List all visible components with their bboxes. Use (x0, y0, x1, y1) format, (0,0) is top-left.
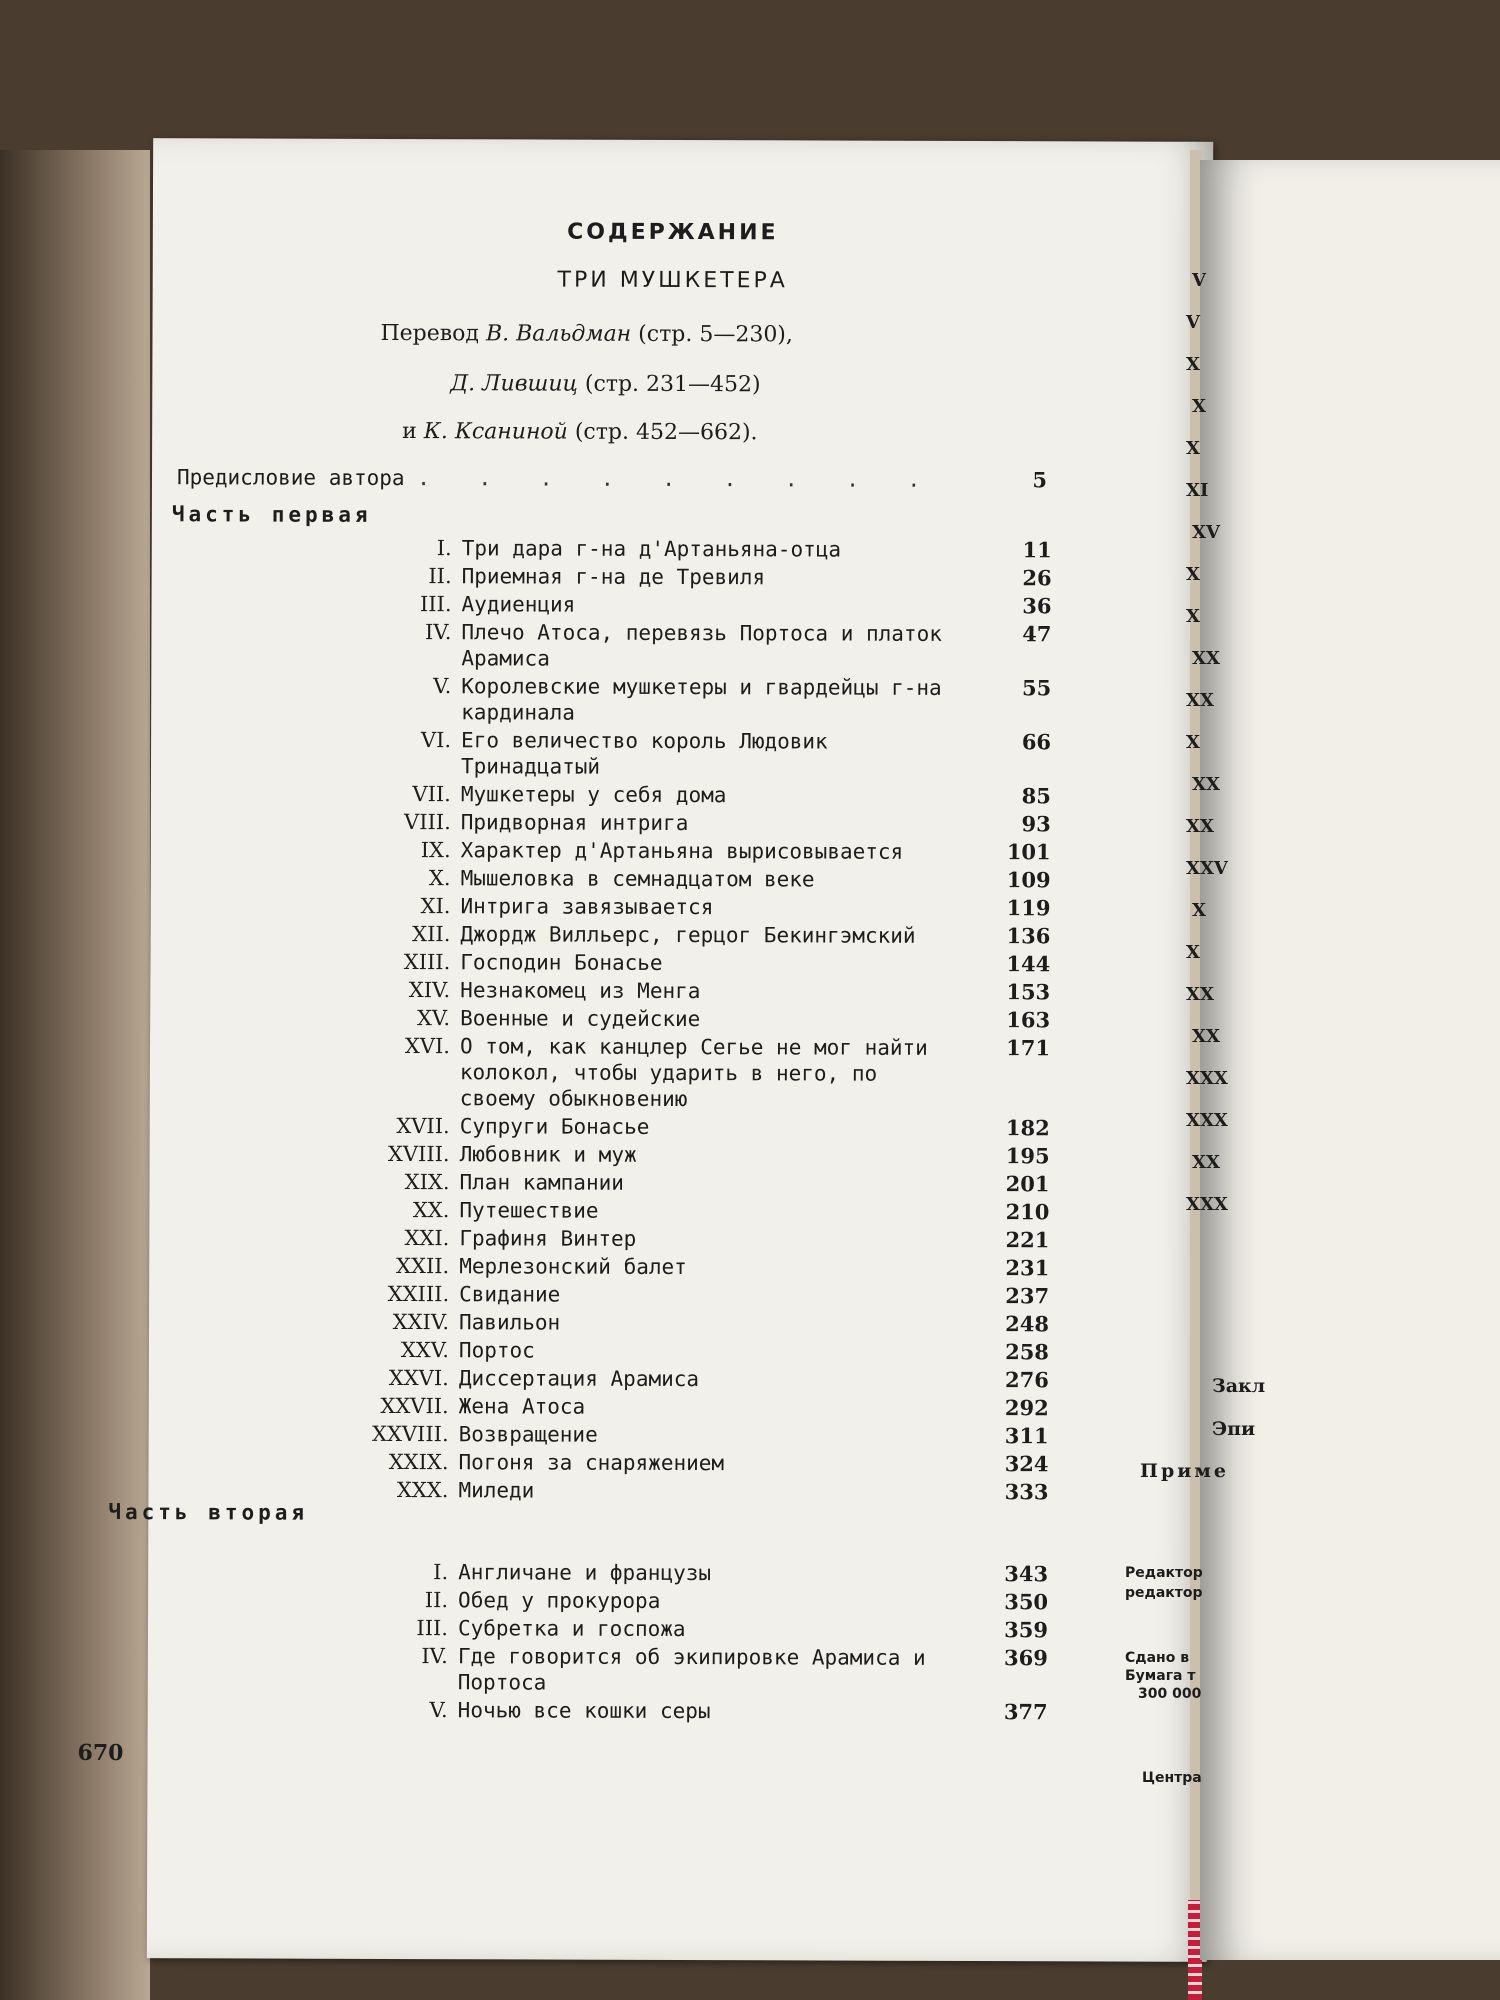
chapter-number: XII. (412, 922, 451, 947)
toc-row (151, 618, 1051, 673)
chapter-page: 171 (1006, 1035, 1051, 1061)
part-2-toc (148, 1558, 1049, 1727)
chapter-page: 136 (1006, 923, 1051, 949)
chapter-page: 85 (1021, 783, 1051, 809)
right-roman-fragment: XV (1192, 522, 1220, 543)
chapter-title: Возвращение (458, 1422, 598, 1447)
chapter-title: Графиня Винтер (459, 1226, 637, 1251)
chapter-page: 36 (1022, 593, 1052, 619)
toc-row (150, 1004, 1050, 1033)
right-roman-fragment: XX (1192, 1152, 1220, 1173)
translator-name: В. Вальдман (485, 321, 632, 347)
toc-row (149, 1168, 1049, 1197)
right-roman-fragment: X (1186, 606, 1200, 627)
chapter-page: 221 (1005, 1227, 1050, 1253)
chapter-title: Портос (458, 1338, 535, 1363)
chapter-number: VI. (420, 728, 452, 753)
right-footer-2: редактор (1125, 1585, 1203, 1601)
toc-row (148, 1614, 1048, 1643)
toc-row (151, 864, 1051, 893)
right-roman-fragment: V (1192, 270, 1206, 291)
chapter-page: 109 (1006, 867, 1051, 893)
toc-row (149, 1252, 1049, 1281)
chapter-number: X. (428, 866, 451, 891)
toc-row (152, 562, 1052, 591)
chapter-number: XXVII. (380, 1393, 449, 1419)
right-roman-fragment: X (1186, 438, 1200, 459)
chapter-page: 324 (1004, 1451, 1049, 1477)
chapter-title: Павильон (459, 1310, 561, 1335)
chapter-number: II. (428, 564, 452, 589)
book-title: ТРИ МУШКЕТЕРА (557, 267, 788, 294)
toc-row (150, 948, 1050, 977)
chapter-number: XXVI. (388, 1365, 449, 1391)
chapter-page: 144 (1006, 951, 1051, 977)
chapter-number: VIII. (404, 810, 451, 835)
toc-row (152, 534, 1052, 563)
chapter-title: Три дара г-на д'Артаньяна-отца (461, 536, 842, 562)
chapter-number: XXIX. (388, 1449, 449, 1475)
chapter-number: XV. (416, 1006, 451, 1031)
toc-row (149, 1364, 1049, 1393)
chapter-title: Любовник и муж (459, 1142, 637, 1167)
chapter-page: 101 (1006, 839, 1051, 865)
toc-row (149, 1308, 1049, 1337)
right-word-2: Эпи (1212, 1418, 1256, 1440)
chapter-number: XXIII. (387, 1281, 450, 1307)
chapter-page: 369 (1003, 1645, 1048, 1671)
chapter-number: III. (419, 592, 452, 617)
chapter-title: Мерлезонский балет (459, 1254, 687, 1280)
toc-row (149, 1336, 1049, 1365)
toc-row (149, 1392, 1049, 1421)
left-page (77, 138, 1213, 1962)
chapter-number: XXI. (404, 1226, 450, 1251)
chapter-number: VII. (412, 782, 451, 807)
chapter-title: План кампании (459, 1170, 624, 1195)
chapter-number: XXIV. (392, 1309, 450, 1335)
translator-line-2 (450, 371, 760, 397)
toc-row (148, 1696, 1048, 1725)
chapter-page: 350 (1004, 1589, 1049, 1615)
chapter-title: Господин Бонасье (460, 950, 663, 975)
chapter-number: II. (424, 1588, 449, 1613)
translator-name: К. Ксаниной (423, 419, 568, 445)
right-roman-fragment: XX (1186, 690, 1214, 711)
toc-row (149, 1280, 1049, 1309)
toc-row (149, 1420, 1049, 1449)
chapter-number: XVIII. (387, 1141, 450, 1167)
right-word-1: Закл (1212, 1375, 1266, 1397)
chapter-page: 55 (1021, 675, 1052, 701)
chapter-page: 163 (1006, 1007, 1051, 1033)
chapter-title: Его величество король Людовик Тринадцатый (460, 728, 828, 779)
right-footer-1: Редактор (1125, 1565, 1203, 1581)
translator-name: Д. Лившиц (450, 371, 578, 397)
part-1-toc (148, 534, 1051, 1507)
chapter-page: 292 (1004, 1395, 1049, 1421)
right-roman-fragment: X (1192, 396, 1206, 417)
book-spine (0, 150, 150, 2000)
right-roman-fragment: X (1186, 564, 1200, 585)
chapter-page: 359 (1004, 1617, 1049, 1643)
right-word-3: Приме (1140, 1460, 1229, 1482)
chapter-title: Незнакомец из Менга (460, 978, 701, 1004)
right-roman-fragment: X (1186, 354, 1200, 375)
chapter-title: Мышеловка в семнадцатом веке (460, 866, 815, 892)
toc-row (151, 780, 1051, 809)
chapter-title: Ночью все кошки серы (457, 1698, 711, 1724)
toc-row (150, 976, 1050, 1005)
chapter-title: Жена Атоса (458, 1394, 586, 1419)
chapter-page: 343 (1004, 1561, 1049, 1587)
right-roman-fragment: XXX (1186, 1110, 1228, 1131)
toc-row (151, 836, 1051, 865)
right-footer-6: Центра (1142, 1770, 1202, 1786)
right-roman-fragment: XXX (1186, 1068, 1228, 1089)
toc-row (151, 808, 1051, 837)
page-number: 670 (77, 1739, 124, 1767)
toc-row (148, 1642, 1048, 1697)
part-2-title: Часть вторая (108, 1500, 309, 1525)
chapter-number: V. (429, 1698, 448, 1723)
chapter-page: 26 (1022, 565, 1052, 591)
chapter-title: Королевские мушкетеры и гвардейцы г-на кардинала (461, 674, 942, 725)
chapter-page: 201 (1005, 1171, 1050, 1197)
chapter-title: Приемная г-на де Тревиля (461, 564, 766, 590)
chapter-number: I. (436, 536, 452, 561)
chapter-page: 153 (1006, 979, 1051, 1005)
translator-prefix: и (402, 419, 417, 445)
chapter-page: 276 (1004, 1367, 1049, 1393)
toc-row (150, 1032, 1050, 1113)
chapter-page: 311 (1004, 1423, 1049, 1449)
chapter-number: XI. (420, 894, 451, 919)
toc-row (149, 1224, 1049, 1253)
toc-row (151, 672, 1051, 727)
right-roman-fragment: XX (1192, 774, 1220, 795)
chapter-number: IX. (420, 838, 451, 863)
chapter-number: XXVIII. (371, 1421, 449, 1447)
chapter-number: III. (416, 1616, 449, 1641)
chapter-page: 93 (1021, 811, 1051, 837)
translator-line-3 (402, 419, 758, 445)
right-page (1125, 160, 1500, 1960)
chapter-title: Аудиенция (461, 592, 576, 617)
chapter-page: 182 (1005, 1115, 1050, 1141)
chapter-number: XXX. (396, 1478, 449, 1503)
chapter-number: XVI. (404, 1034, 451, 1059)
chapter-page: 258 (1005, 1339, 1049, 1365)
chapter-number: XX. (412, 1198, 450, 1223)
chapter-number: IV. (424, 620, 452, 645)
chapter-title: Супруги Бонасье (459, 1114, 650, 1139)
chapter-page: 66 (1021, 729, 1052, 755)
chapter-page: 11 (1022, 537, 1052, 563)
part-1-title: Часть первая (171, 502, 372, 527)
preface-page: 5 (1032, 467, 1048, 493)
chapter-page: 195 (1005, 1143, 1050, 1169)
toc-row (150, 920, 1050, 949)
right-roman-fragment: XI (1186, 480, 1209, 501)
chapter-title: Погоня за снаряжением (458, 1450, 725, 1476)
chapter-title: Плечо Атоса, перевязь Портоса и платок Арамиса (461, 620, 942, 671)
toc-row (148, 1586, 1048, 1615)
chapter-number: V. (433, 674, 452, 699)
chapter-title: Субретка и госпожа (457, 1616, 686, 1642)
toc-row (150, 892, 1050, 921)
toc-row (149, 1448, 1049, 1477)
chapter-title: Где говорится об экипировке Арамиса и Портоса (457, 1644, 926, 1695)
preface-entry (177, 464, 1047, 495)
chapter-number: XIX. (404, 1170, 450, 1195)
chapter-title: Англичане и французы (458, 1560, 712, 1586)
translator-prefix: Перевод (380, 320, 480, 347)
toc-row (150, 1140, 1050, 1169)
chapter-number: XIII. (403, 950, 451, 975)
chapter-title: Интрига завязывается (460, 894, 714, 920)
chapter-page: 47 (1022, 621, 1052, 647)
chapter-title: Придворная интрига (460, 810, 689, 836)
right-roman-fragment: X (1186, 732, 1200, 753)
translator-line-1 (380, 321, 793, 347)
chapter-page: 248 (1005, 1311, 1050, 1337)
right-roman-fragment: XX (1192, 648, 1220, 669)
right-roman-fragment: V (1186, 312, 1200, 333)
chapter-title: Свидание (459, 1282, 561, 1307)
right-roman-fragment: XXV (1186, 858, 1228, 879)
chapter-title: Джордж Вилльерс, герцог Бекингэмский (460, 922, 916, 948)
right-roman-fragment: XXX (1186, 1194, 1228, 1215)
chapter-page: 119 (1006, 895, 1051, 921)
chapter-title: Военные и судейские (460, 1006, 701, 1032)
right-footer-5: 300 000 (1138, 1686, 1202, 1702)
toc-row (151, 726, 1051, 781)
right-roman-fragment: XX (1186, 984, 1214, 1005)
chapter-page: 210 (1005, 1199, 1050, 1225)
contents-title: СОДЕРЖАНИЕ (567, 219, 779, 246)
right-footer-4: Бумага т (1125, 1668, 1196, 1684)
translator-pages: (стр. 5—230), (638, 321, 793, 348)
chapter-number: I. (433, 1560, 449, 1585)
chapter-page: 377 (1003, 1699, 1048, 1725)
translator-pages: (стр. 452—662). (574, 419, 758, 446)
chapter-title: Диссертация Арамиса (458, 1366, 700, 1392)
right-roman-fragment: X (1186, 942, 1200, 963)
toc-row (149, 1196, 1049, 1225)
chapter-number: XXV. (400, 1338, 449, 1363)
chapter-number: XIV. (408, 978, 451, 1003)
chapter-title: О том, как канцлер Сегье не мог найти колокол, чтобы ударить в него, по своему обыкновению (459, 1034, 928, 1112)
chapter-page: 333 (1004, 1479, 1049, 1505)
chapter-title: Миледи (458, 1478, 535, 1503)
right-roman-fragment: XX (1186, 816, 1214, 837)
chapter-title: Мушкетеры у себя дома (460, 782, 727, 808)
preface-title: Предисловие автора . . . . . . . . . (176, 465, 939, 492)
toc-row (150, 1112, 1050, 1141)
chapter-title: Путешествие (459, 1198, 599, 1223)
toc-row (152, 590, 1052, 619)
right-roman-fragment: X (1192, 900, 1206, 921)
right-footer-3: Сдано в (1125, 1650, 1190, 1666)
right-roman-fragment: XX (1192, 1026, 1220, 1047)
chapter-title: Обед у прокурора (458, 1588, 661, 1613)
translator-pages: (стр. 231—452) (584, 371, 761, 398)
chapter-page: 231 (1005, 1255, 1050, 1281)
chapter-number: IV. (421, 1644, 448, 1669)
chapter-number: XVII. (396, 1114, 450, 1139)
chapter-title: Характер д'Артаньяна вырисовывается (460, 838, 904, 864)
chapter-page: 237 (1005, 1283, 1050, 1309)
chapter-number: XXII. (396, 1254, 450, 1279)
toc-row (148, 1558, 1048, 1587)
